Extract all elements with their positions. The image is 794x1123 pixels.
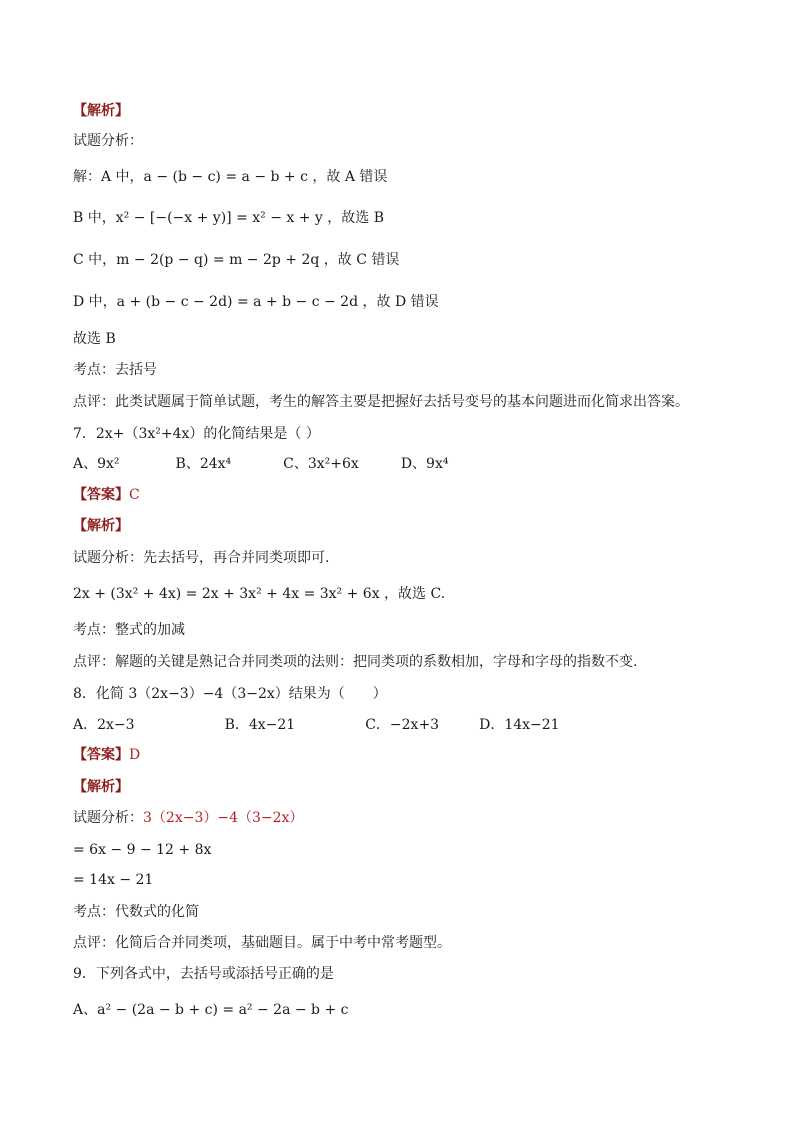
analysis-heading-8: 【解析】 — [73, 779, 129, 795]
answer-7: 【答案】C — [73, 487, 140, 503]
analysis-intro-8: 试题分析：3（2x−3）−4（3−2x） — [73, 810, 304, 826]
comment-8: 点评：化简后合并同类项，基础题目。属于中考中常考题型。 — [73, 935, 451, 951]
option-7b: B、24x⁴ — [175, 456, 232, 472]
option-8d: D．14x−21 — [479, 717, 560, 733]
options-7 — [73, 454, 448, 474]
solution-line-7: 2x + (3x² + 4x) = 2x + 3x² + 4x = 3x² + 6x ，故选 C. — [73, 586, 446, 602]
analysis-heading-6: 【解析】 — [73, 103, 129, 119]
conclusion-6: 故选 B — [73, 331, 116, 347]
analysis-intro-7: 试题分析：先去括号，再合并同类项即可. — [73, 550, 330, 566]
comment-6: 点评：此类试题属于简单试题，考生的解答主要是把握好去括号变号的基本问题进而化简求出答案。 — [73, 394, 689, 410]
options-8 — [73, 715, 560, 735]
question-8: 8．化简 3（2x−3）−4（3−2x）结果为（ ） — [73, 686, 387, 702]
analysis-heading-7: 【解析】 — [73, 518, 129, 534]
step-8-1: = 6x − 9 − 12 + 8x — [73, 842, 212, 858]
option-7c: C、3x²+6x — [283, 456, 359, 472]
analysis-intro-6: 试题分析： — [73, 133, 143, 149]
solution-line-b: B 中，x² − [−(−x + y)] = x² − x + y ，故选 B — [73, 210, 385, 226]
option-8c: C．−2x+3 — [365, 717, 440, 733]
option-9a: A、a² − (2a − b + c) = a² − 2a − b + c — [73, 1002, 349, 1018]
option-8b: B．4x−21 — [224, 717, 296, 733]
answer-8: 【答案】D — [73, 747, 141, 763]
question-7: 7．2x+（3x²+4x）的化简结果是（ ） — [73, 426, 320, 442]
step-8-2: = 14x − 21 — [73, 872, 154, 888]
solution-line-a: 解：A 中，a − (b − c) = a − b + c ，故 A 错误 — [73, 169, 388, 185]
question-9: 9．下列各式中，去括号或添括号正确的是 — [73, 966, 334, 982]
option-7a: A、9x² — [73, 456, 120, 472]
topic-8: 考点：代数式的化简 — [73, 904, 199, 920]
topic-7: 考点：整式的加减 — [73, 622, 185, 638]
option-8a: A．2x−3 — [73, 717, 135, 733]
solution-line-c: C 中，m − 2(p − q) = m − 2p + 2q ，故 C 错误 — [73, 252, 400, 268]
topic-6: 考点：去括号 — [73, 362, 157, 378]
option-7d: D、9x⁴ — [400, 456, 449, 472]
comment-7: 点评：解题的关键是熟记合并同类项的法则：把同类项的系数相加，字母和字母的指数不变. — [73, 654, 638, 670]
solution-line-d: D 中，a + (b − c − 2d) = a + b − c − 2d ，故 D 错误 — [73, 294, 439, 310]
